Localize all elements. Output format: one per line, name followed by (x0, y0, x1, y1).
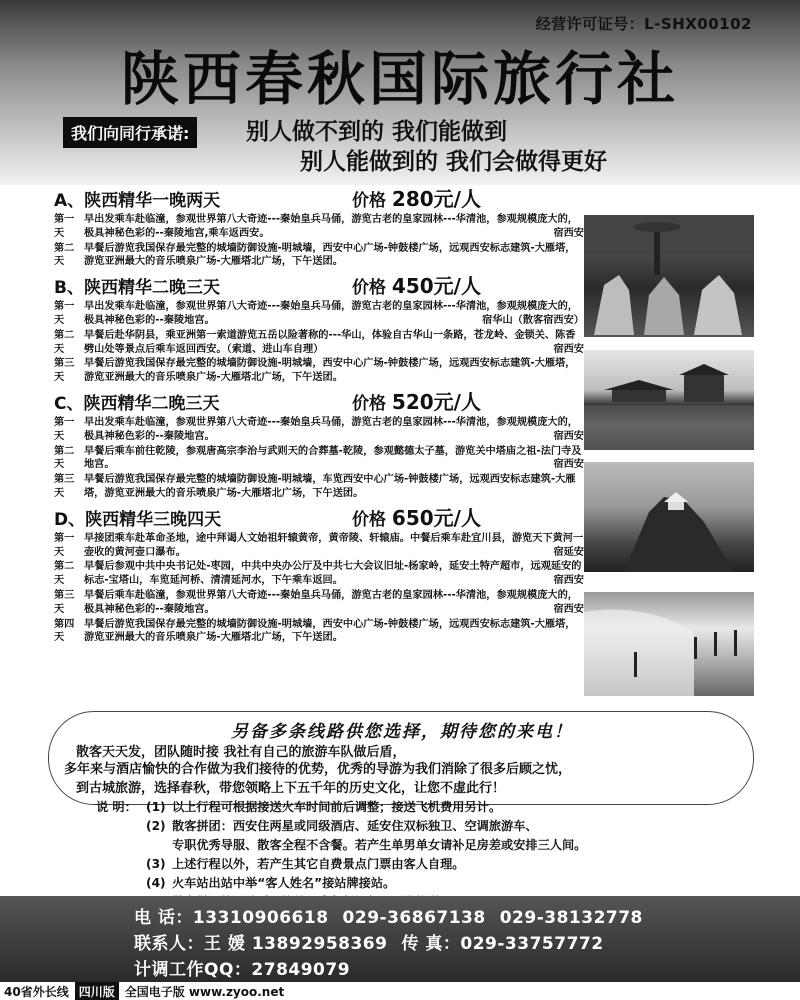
itinerary-day: 第三天 早餐后游览我国保存最完整的城墙防御设施-明城墙，车览西安中心广场-钟鼓楼广场，远观西安标志建筑-大雁塔，游览亚洲最大的音乐喷泉广场-大雁塔北广场，下午送团。 (54, 474, 576, 499)
route-list (54, 183, 584, 646)
route-name: A、陕西精华一晚两天 (54, 191, 221, 211)
itinerary-day: 第四天 早餐后游览我国保存最完整的城墙防御设施-明城墙，西安中心广场-钟鼓楼广场，远观西安标志建筑-大雁塔，游览亚洲最大的音乐喷泉广场-大雁塔北广场，下午送团。 (54, 618, 576, 644)
itinerary-day: 第二天 早餐后游览我国保存最完整的城墙防御设施-明城墙，西安中心广场-钟鼓楼广场，远观西安标志建筑-大雁塔，游览亚洲最大的音乐喷泉广场-大雁塔北广场，下午送团。 (54, 242, 576, 268)
route-price: 价格 520元/人 (352, 389, 481, 414)
page-section: 40省外长线 (4, 984, 69, 999)
note-item: (3) 上述行程以外，若产生其它自费景点门票由客人自理。 (146, 857, 465, 871)
route-c (54, 386, 584, 501)
phone-line: 电 话：13310906618 029-36867138 029-38132778 (134, 908, 643, 928)
page-footer (0, 982, 800, 1000)
route-name: D、陕西精华三晚四天 (54, 509, 222, 530)
promise-label: 我们向同行承诺: (63, 117, 197, 148)
mount-hua-photo (584, 462, 754, 572)
itinerary-day: 第三天 早餐后游览我国保存最完整的城墙防御设施-明城墙，西安中心广场-钟鼓楼广场，远观西安标志建筑-大雁塔，游览亚洲最大的音乐喷泉广场-大雁塔北广场，下午送团。 (54, 358, 576, 384)
pavilion-lake-photo (584, 350, 754, 450)
terracotta-army-photo (584, 215, 754, 337)
note-item: 专职优秀导服、散客全程不含餐。若产生单男单女请补足房差或安排三人间。 (172, 838, 587, 852)
itinerary-day: 第一天 早出发乘车赴临潼，参观世界第八大奇迹---秦始皇兵马俑，游览古老的皇家园林---华清池，参观规模庞大的，极具神秘色彩的--秦陵地宫,乘车返西安。 宿西安 (54, 214, 584, 239)
notes-section (96, 798, 586, 912)
promo-banner (48, 711, 754, 805)
itinerary-day: 第二天 早餐后乘车前往乾陵，参观唐高宗李治与武则天的合葬墓-乾陵，参观懿德太子墓，游览关中塔庙之祖-法门寺及地宫。 宿西安 (54, 445, 584, 471)
banner-line: 多年来与酒店愉快的合作做为我们接待的优势，优秀的导游为我们消除了很多后顾之忧， (64, 762, 572, 777)
route-name: C、陕西精华二晚三天 (54, 393, 220, 414)
website-link[interactable]: 全国电子版 www.zyoo.net (124, 984, 285, 999)
route-price: 价格 280元/人 (352, 187, 481, 211)
banner-title: 另备多条线路供您选择，期待您的来电！ (231, 722, 573, 742)
itinerary-day: 第一天 早出发乘车赴临潼，参观世界第八大奇迹---秦始皇兵马俑，游览古老的皇家园林---华清池，参观规模庞大的，极具神秘色彩的--秦陵地宫。 宿西安 (54, 416, 584, 442)
license-number: 经营许可证号：L-SHX00102 (535, 15, 752, 33)
route-price: 价格 450元/人 (352, 274, 481, 299)
qq-line: 计调工作QQ：27849079 (134, 960, 351, 980)
page-title: 陕西春秋国际旅行社 (120, 45, 679, 113)
hukou-waterfall-photo (584, 592, 754, 696)
route-a (54, 183, 584, 269)
edition-badge: 四川版 (75, 982, 119, 1000)
itinerary-day: 第二天 早餐后赴华阴县，乘亚洲第一索道游览五岳以险著称的---华山，体验自古华山一条路，苍龙岭、金锁关、陈香劈山处等景点后乘车返回西安。（索道、进山车自理） 宿西安 (54, 329, 584, 355)
contact-person-line: 联系人：王 媛 13892958369 传 真：029-33757772 (134, 934, 604, 954)
itinerary-day: 第一天 早出发乘车赴临潼，参观世界第八大奇迹---秦始皇兵马俑，游览古老的皇家园林---华清池，参观规模庞大的，极具神秘色彩的--秦陵地宫。 宿华山（散客宿西安） (54, 301, 584, 326)
note-item: (4) 火车站出站中举“客人姓名”接站牌接站。 (146, 876, 396, 890)
itinerary-day: 第二天 早餐后参观中共中央书记处-枣园，中共中央办公厅及中共七大会议旧址-杨家岭，延安土特产超市，远观延安的标志-宝塔山，车览延河桥、清清延河水，下午乘车返回。 宿西安 (54, 561, 584, 587)
itinerary-day: 第一天 早接团乘车赴革命圣地，途中拜谒人文始祖轩辕黄帝，黄帝陵、轩辕庙。中餐后乘车赴宜川县，游览天下黄河一壶收的黄河壶口瀑布。 宿延安 (54, 532, 584, 558)
slogan-line-1: 别人做不到的 我们能做到 (246, 119, 508, 145)
itinerary-day: 第三天 早餐后乘车赴临潼，参观世界第八大奇迹---秦始皇兵马俑，游览古老的皇家园林---华清池，参观规模庞大的，极具神秘色彩的--秦陵地宫。 宿西安 (54, 589, 584, 615)
slogan-line-2: 别人能做到的 我们会做得更好 (300, 149, 608, 175)
note-item: 说 明： (1) 以上行程可根据接送火车时间前后调整；接送飞机费用另计。 (96, 800, 502, 814)
route-b (54, 270, 584, 385)
route-price: 价格 650元/人 (352, 505, 481, 530)
banner-line: 散客天天发，团队随时接 我社有自己的旅游车队做后盾， (76, 745, 406, 760)
route-name: B、陕西精华二晚三天 (54, 278, 220, 299)
route-d (54, 502, 584, 645)
banner-line: 到古城旅游，选择春秋，带您领略上下五千年的历史文化，让您不虚此行！ (76, 781, 506, 796)
note-item: (2) 散客拼团：西安住两星或同级酒店、延安住双标独卫、空调旅游车、 (146, 819, 538, 833)
